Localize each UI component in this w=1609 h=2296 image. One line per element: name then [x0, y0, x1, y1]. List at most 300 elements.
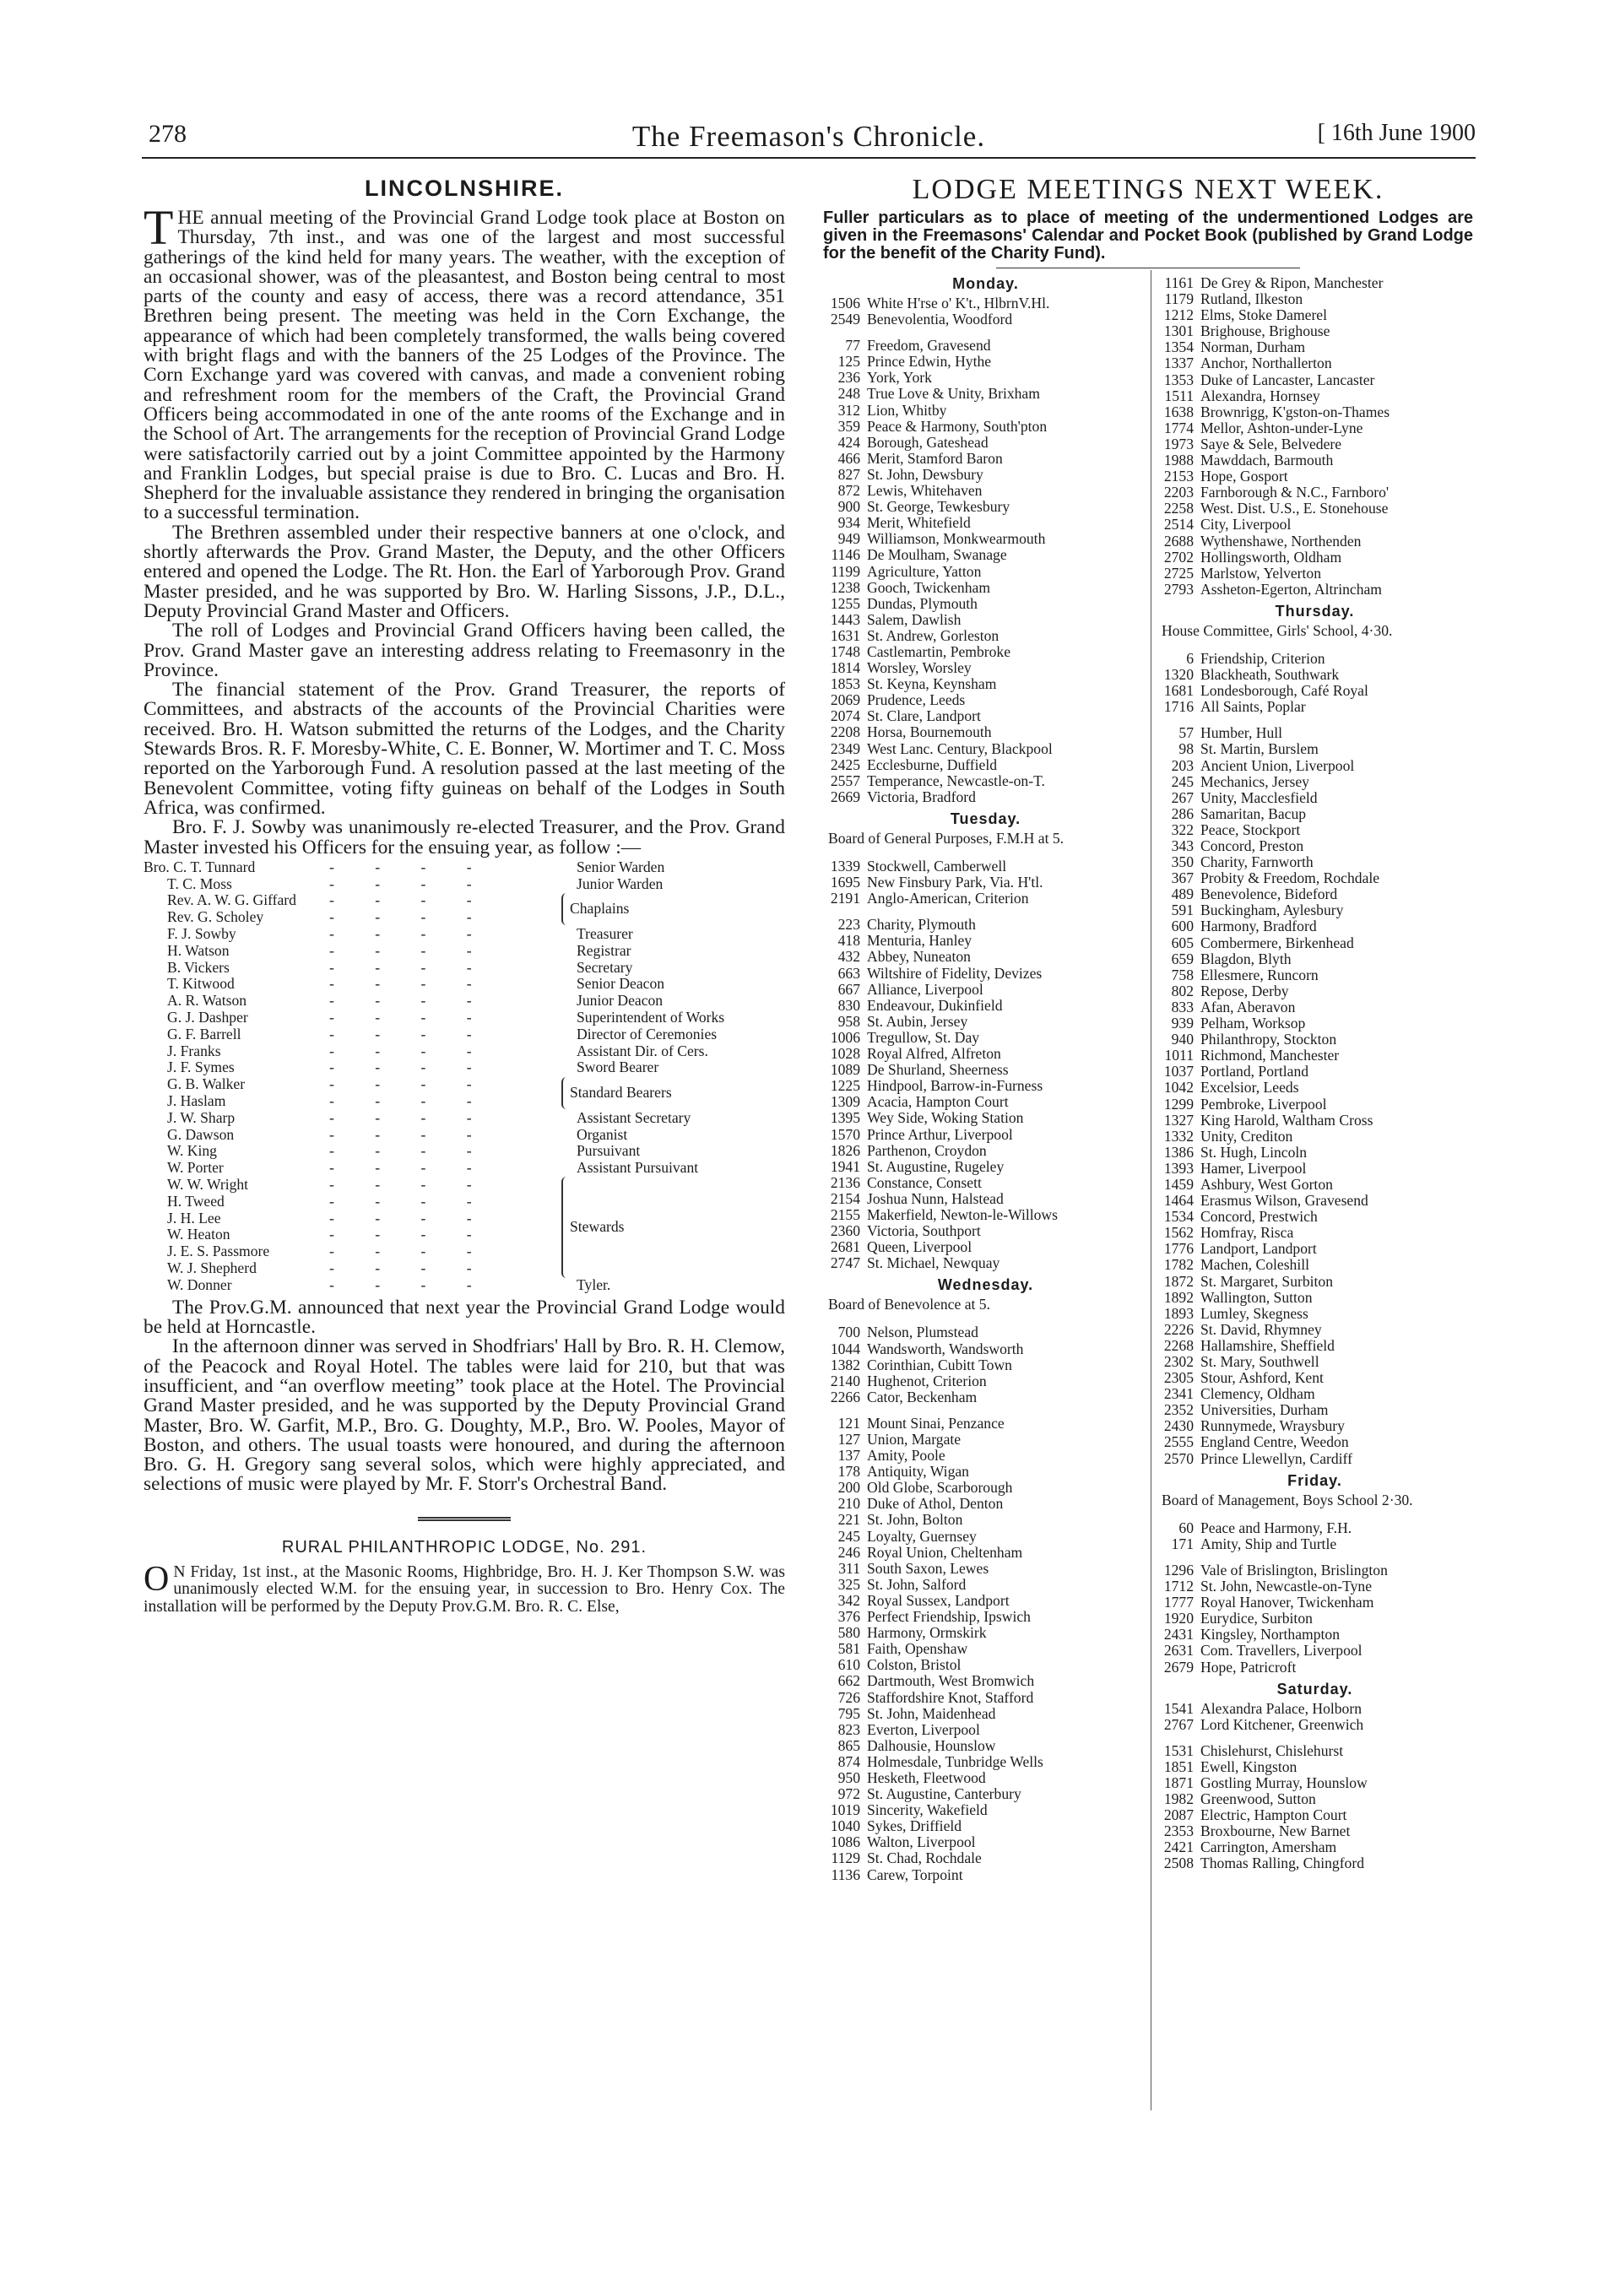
- article-paragraph: The financial statement of the Prov. Grand Treasurer, the reports of Committees, and abstracts of the accounts of the Provincial Charities were received. Bro. H. Watson submitted the returns of the Lodges, and the Charity Stewards Bros. R. F. Moresby-White, C. E. Bonner, W. Mortimer and T. C. Moss reported on the Yarborough Fund. A resolution passed at the last meeting of the Benevolent Committee, voting fifty guineas on behalf of the Lodges in South Africa, was confirmed.: [144, 679, 785, 819]
- lodge-number: 1920: [1163, 1611, 1194, 1627]
- lodge-name: Benevolence, Bideford: [1200, 886, 1338, 903]
- lodge-entry: [1157, 1451, 1473, 1467]
- lodge-name: Richmond, Manchester: [1200, 1048, 1340, 1064]
- officer-row: [144, 1043, 785, 1060]
- officer-name: J. H. Lee: [167, 1209, 221, 1227]
- lodge-number: 700: [837, 1324, 860, 1341]
- lodge-name: Ewell, Kingston: [1200, 1758, 1297, 1775]
- lodge-name: Universities, Durham: [1200, 1402, 1329, 1419]
- lodge-name: Ashbury, West Gorton: [1200, 1176, 1333, 1193]
- lodge-entry: [823, 692, 1148, 708]
- lodge-name: West. Dist. U.S., E. Stonehouse: [1200, 501, 1389, 517]
- lodge-entry: [823, 660, 1148, 676]
- lodge-number: 2266: [830, 1389, 860, 1405]
- lodge-number: 1826: [830, 1142, 860, 1159]
- lodge-name: Colston, Bristol: [867, 1657, 962, 1674]
- lodge-number: 57: [1178, 725, 1194, 742]
- lodge-entry: [823, 1255, 1148, 1271]
- lodge-entry: [823, 1191, 1148, 1207]
- lodge-entry: [1157, 699, 1473, 715]
- lodge-name: Vale of Brislington, Brislington: [1200, 1562, 1388, 1578]
- lodge-name: Hollingsworth, Oldham: [1200, 549, 1342, 566]
- lodge-number: 939: [1171, 1015, 1194, 1032]
- lodge-number: 245: [1171, 773, 1194, 790]
- lodge-entry: [823, 1834, 1148, 1850]
- lodge-number: 359: [837, 418, 860, 435]
- lodge-entry: [823, 1207, 1148, 1223]
- lodge-number: 2154: [830, 1190, 860, 1207]
- lodge-entry: [1157, 741, 1473, 757]
- article-paragraph: THE annual meeting of the Provincial Grand Lodge took place at Boston on Thursday, 7th inst., and was one of the largest and most successful gatherings of the kind held for many years. The weather, with the exception of an occasional shower, was of the pleasantest, and Boston being central to most parts of the county and easy of access, there was a record attendance, 351 Brethren being present. The meeting was held in the Corn Exchange, the appearance of which had been completely transformed, the walls being covered with bright flags and with the banners of the 25 Lodges of the Province. The Corn Exchange yard was covered with canvas, and made a convenient robing and refreshment room for the members of the Craft, the Provincial Grand Officers being accommodated in one of the ante rooms of the Exchange and in the School of Art. The arrangements for the reception of Provincial Grand Lodge were satisfactorily carried out by a joint Committee appointed by the Harmony and Franklin Lodges, but special praise is due to Bro. C. Lucas and Bro. H. Shepherd for the invaluable assistance they rendered in bringing the organisation to a successful termination.: [144, 200, 785, 524]
- lodge-number: 424: [837, 434, 860, 451]
- lodge-number: 1464: [1163, 1193, 1194, 1210]
- lodge-name: St. Clare, Landport: [867, 708, 981, 725]
- lodge-number: 77: [845, 338, 860, 355]
- leader-dashes: - - - -: [329, 1108, 490, 1126]
- lodge-number: 795: [837, 1705, 860, 1722]
- lodge-name: St. Augustine, Rugeley: [867, 1158, 1005, 1175]
- lodge-number: 2669: [830, 788, 860, 805]
- lodge-name: Wiltshire of Fidelity, Devizes: [867, 965, 1043, 982]
- lodge-entry: [1157, 1775, 1473, 1791]
- day-heading-monday: Monday.: [952, 275, 1019, 292]
- chaplains-label: Chaplains: [570, 899, 630, 917]
- leader-dashes: - - - -: [329, 1209, 490, 1227]
- page-header: [142, 120, 1476, 159]
- lodge-entry: [823, 1094, 1148, 1110]
- lodge-entry: [823, 891, 1148, 907]
- lodge-number: 1562: [1163, 1225, 1194, 1242]
- lodge-entry: [823, 1529, 1148, 1545]
- lodge-entry: [823, 1389, 1148, 1405]
- lodge-number: 2360: [830, 1223, 860, 1240]
- officer-row: [144, 993, 785, 1010]
- officer-name: H. Watson: [167, 941, 230, 959]
- officer-office: Senior Warden: [577, 858, 665, 875]
- lodge-number: 972: [837, 1786, 860, 1803]
- lodge-entry: [823, 1802, 1148, 1818]
- lodge-name: Benevolentia, Woodford: [867, 311, 1013, 328]
- lodge-entry: [823, 1738, 1148, 1754]
- lodge-entry: [823, 1754, 1148, 1770]
- lodge-entry: [823, 1448, 1148, 1464]
- lodge-entry: [823, 982, 1148, 998]
- lodge-number: 1129: [831, 1850, 860, 1867]
- lodge-meetings-heading: LODGE MEETINGS NEXT WEEK.: [912, 174, 1384, 205]
- lodge-name: Clemency, Oldham: [1200, 1386, 1315, 1403]
- lodge-entry: [823, 1416, 1148, 1432]
- lodge-number: 2302: [1163, 1354, 1194, 1370]
- lodge-entry: [823, 564, 1148, 580]
- lodge-number: 98: [1178, 741, 1194, 758]
- lodge-name: Harmony, Bradford: [1200, 918, 1317, 935]
- lodge-number: 350: [1171, 854, 1194, 871]
- lodge-entry: [823, 998, 1148, 1014]
- lodge-name: Peace & Harmony, South'pton: [867, 418, 1048, 435]
- officer-row: [144, 1243, 785, 1260]
- lodge-number: 1782: [1163, 1257, 1194, 1274]
- lodge-name: Wallington, Sutton: [1200, 1289, 1313, 1306]
- lodge-name: Assheton-Egerton, Altrincham: [1200, 581, 1382, 598]
- lodge-number: 2679: [1163, 1659, 1194, 1676]
- lodge-name: Machen, Coleshill: [1200, 1257, 1309, 1274]
- officer-office: Secretary: [577, 958, 633, 976]
- lodge-number: 2767: [1163, 1716, 1194, 1733]
- lodge-name: De Moulham, Swanage: [867, 547, 1007, 564]
- lodge-entry: [1157, 854, 1473, 870]
- leader-dashes: - - - -: [329, 941, 490, 959]
- lodge-name: Lord Kitchener, Greenwich: [1200, 1716, 1364, 1733]
- lodge-number: 2793: [1163, 581, 1194, 598]
- lodge-name: Blackheath, Southwark: [1200, 667, 1340, 684]
- lodge-number: 2153: [1163, 468, 1194, 485]
- lodge-number: 322: [1171, 821, 1194, 838]
- lodge-entry: [823, 580, 1148, 596]
- lodge-number: 2155: [830, 1206, 860, 1223]
- lodge-number: 667: [837, 981, 860, 998]
- officer-office: Assistant Pursuivant: [577, 1159, 699, 1177]
- leader-dashes: - - - -: [329, 908, 490, 926]
- officer-name: J. E. S. Passmore: [167, 1243, 270, 1260]
- saturday-list: [1157, 1701, 1473, 1872]
- lodge-entry: [823, 966, 1148, 982]
- lodge-meetings-lists: [823, 270, 1473, 2296]
- lodge-number: 1332: [1163, 1128, 1194, 1145]
- lodge-number: 1531: [1163, 1742, 1194, 1759]
- lodge-entry: [823, 1373, 1148, 1389]
- lodge-entry: [823, 1175, 1148, 1191]
- lodge-number: 1006: [830, 1029, 860, 1046]
- lodge-name: Royal Union, Cheltenham: [867, 1544, 1023, 1561]
- lodge-name: Dartmouth, West Bromwich: [867, 1673, 1035, 1690]
- lodge-name: Samaritan, Bacup: [1200, 805, 1307, 822]
- lodge-entry: [823, 1545, 1148, 1561]
- lodge-number: 1301: [1163, 323, 1194, 340]
- lincolnshire-closing: [144, 1298, 785, 1495]
- lodge-number: 900: [837, 499, 860, 516]
- lodge-name: Rutland, Ilkeston: [1200, 291, 1303, 308]
- lodge-name: Prince Edwin, Hythe: [867, 354, 992, 371]
- lodge-number: 286: [1171, 805, 1194, 822]
- lodge-entry: [1157, 436, 1473, 452]
- lodge-number: 581: [837, 1641, 860, 1658]
- lodge-entry: [1157, 1823, 1473, 1839]
- officer-name: F. J. Sowby: [167, 924, 236, 942]
- lodge-name: De Shurland, Sheerness: [867, 1062, 1009, 1079]
- lodge-entry: [1157, 1660, 1473, 1676]
- leader-dashes: - - - -: [329, 1008, 490, 1026]
- lodge-entry: [823, 1786, 1148, 1802]
- lodge-entry: [1157, 1306, 1473, 1322]
- lodge-name: Ellesmere, Runcorn: [1200, 967, 1319, 983]
- lodge-number: 1353: [1163, 371, 1194, 388]
- lodge-entry: [823, 515, 1148, 531]
- lodge-number: 2747: [830, 1255, 860, 1272]
- drop-cap: T: [144, 200, 174, 255]
- lodge-name: St. Hugh, Lincoln: [1200, 1144, 1308, 1161]
- lodge-list-left: [823, 270, 1148, 1883]
- lodge-name: Antiquity, Wigan: [867, 1464, 969, 1481]
- lodge-number: 2557: [830, 772, 860, 789]
- lodge-number: 2258: [1163, 501, 1194, 517]
- officer-row: [144, 1160, 785, 1177]
- leader-dashes: - - - -: [329, 1259, 490, 1276]
- lodge-name: Harmony, Ormskirk: [867, 1625, 987, 1642]
- lodge-number: 2140: [830, 1373, 860, 1389]
- leader-dashes: - - - -: [329, 1059, 490, 1076]
- lodge-number: 934: [837, 515, 860, 532]
- lodge-name: Ecclesburne, Duffield: [867, 756, 998, 773]
- officer-name: T. Kitwood: [167, 975, 235, 993]
- lodge-name: St. George, Tewkesbury: [867, 499, 1010, 516]
- lodge-number: 418: [837, 933, 860, 950]
- lodge-entry: [823, 724, 1148, 740]
- lodge-entry: [1157, 683, 1473, 699]
- article-paragraph: The Prov.G.M. announced that next year the Provincial Grand Lodge would be held at Horncastle.: [144, 1296, 785, 1339]
- lodge-entry: [1157, 1209, 1473, 1225]
- lincolnshire-heading: LINCOLNSHIRE.: [364, 176, 564, 201]
- lodge-name: Horsa, Bournemouth: [867, 724, 992, 741]
- lodge-name: Saye & Sele, Belvedere: [1200, 436, 1342, 452]
- lodge-name: Duke of Athol, Denton: [867, 1496, 1004, 1513]
- lodge-name: Carrington, Amersham: [1200, 1839, 1337, 1856]
- lodge-entry: [1157, 1386, 1473, 1402]
- lodge-name: Endeavour, Dukinfield: [867, 997, 1003, 1014]
- lodge-number: 1386: [1163, 1144, 1194, 1161]
- lodge-number: 2508: [1163, 1855, 1194, 1872]
- lodge-entry: [1157, 1370, 1473, 1386]
- lodge-entry: [823, 858, 1148, 875]
- lodge-number: 1631: [830, 627, 860, 644]
- lodge-entry: [1157, 1322, 1473, 1338]
- officer-row: [144, 859, 785, 876]
- leader-dashes: - - - -: [329, 875, 490, 892]
- lodge-name: Merit, Stamford Baron: [867, 450, 1003, 467]
- lodge-name: Tregullow, St. Day: [867, 1029, 980, 1046]
- lodge-number: 1570: [830, 1126, 860, 1143]
- lodge-number: 1146: [831, 547, 860, 564]
- lodge-name: Probity & Freedom, Rochdale: [1200, 870, 1380, 887]
- lodge-entry: [1157, 1354, 1473, 1370]
- lodge-number: 2425: [830, 756, 860, 773]
- lodge-name: Concord, Prestwich: [1200, 1209, 1318, 1226]
- lodge-name: True Love & Unity, Brixham: [867, 386, 1040, 403]
- lodge-entry: [823, 1046, 1148, 1062]
- lodge-name: St. Aubin, Jersey: [867, 1013, 968, 1030]
- lodge-name: St. Augustine, Canterbury: [867, 1786, 1021, 1803]
- lodge-number: 342: [837, 1592, 860, 1609]
- lodge-name: Prince Arthur, Liverpool: [867, 1126, 1013, 1143]
- lodge-number: 1541: [1163, 1700, 1194, 1717]
- officer-row: [144, 943, 785, 960]
- lodge-name: Thomas Ralling, Chingford: [1200, 1855, 1365, 1872]
- lodge-name: Sykes, Driffield: [867, 1818, 962, 1835]
- lodge-number: 325: [837, 1576, 860, 1593]
- lodge-entry: [823, 311, 1148, 328]
- lodge-number: 659: [1171, 950, 1194, 967]
- lodge-entry: [1157, 550, 1473, 566]
- leader-dashes: - - - -: [329, 891, 490, 909]
- lodge-number: 343: [1171, 838, 1194, 854]
- lodge-entry: [1157, 1562, 1473, 1578]
- lodge-entry: [1157, 983, 1473, 999]
- lodge-name: Joshua Nunn, Halstead: [867, 1190, 1004, 1207]
- lodge-name: Anglo-American, Criterion: [867, 891, 1029, 907]
- lodge-number: 1238: [830, 579, 860, 596]
- lodge-entry: [1157, 1434, 1473, 1450]
- lodge-name: St. Margaret, Surbiton: [1200, 1273, 1334, 1290]
- lodge-entry: [1157, 1015, 1473, 1032]
- stewards-label: Stewards: [570, 1217, 625, 1235]
- leader-dashes: - - - -: [329, 1159, 490, 1177]
- lodge-number: 1892: [1163, 1289, 1194, 1306]
- lodge-name: Wey Side, Woking Station: [867, 1110, 1024, 1127]
- lodge-number: 1776: [1163, 1241, 1194, 1258]
- group-gap: [823, 1405, 1148, 1416]
- lodge-entry: [1157, 1627, 1473, 1643]
- officer-row: [144, 1010, 785, 1026]
- lodge-number: 1506: [830, 295, 860, 311]
- lodge-name: Londesborough, Café Royal: [1200, 683, 1368, 700]
- lodge-entry: [1157, 420, 1473, 436]
- lodge-entry: [823, 451, 1148, 467]
- lodge-entry: [1157, 806, 1473, 822]
- lodge-number: 221: [837, 1512, 860, 1529]
- lodge-name: Makerfield, Newton-le-Willows: [867, 1206, 1058, 1223]
- lodge-number: 1179: [1164, 291, 1194, 308]
- lodge-entry: [1157, 1048, 1473, 1064]
- lodge-number: 758: [1171, 967, 1194, 983]
- lodge-entry: [823, 1512, 1148, 1528]
- officer-name: J. F. Symes: [167, 1059, 235, 1076]
- lodge-entry: [823, 435, 1148, 451]
- lodge-name: Williamson, Monkwearmouth: [867, 531, 1046, 548]
- lodge-entry: [823, 741, 1148, 757]
- lodge-entry: [1157, 1759, 1473, 1775]
- lodge-meetings-intro: Fuller particulars as to place of meeting of the undermentioned Lodges are given in the Freemasons' Calendar and Pocket Book (published by Grand Lodge for the benefit of the Charity Fund).: [823, 208, 1473, 263]
- lodge-name: Eurydice, Surbiton: [1200, 1611, 1313, 1627]
- lodge-name: St. Martin, Burslem: [1200, 741, 1319, 758]
- lodge-number: 246: [837, 1544, 860, 1561]
- lodge-number: 2688: [1163, 533, 1194, 550]
- lodge-name: Menturia, Hanley: [867, 933, 972, 950]
- tuesday-list: [823, 858, 1148, 1271]
- lodge-entry: [1157, 1177, 1473, 1193]
- lodge-entry: [823, 917, 1148, 933]
- officer-name: Bro. C. T. Tunnard: [144, 858, 256, 875]
- officer-row: [144, 960, 785, 977]
- lodge-name: York, York: [867, 370, 932, 387]
- day-note: House Committee, Girls' School, 4·30.: [1162, 621, 1393, 639]
- lodge-name: Broxbourne, New Barnet: [1200, 1823, 1351, 1840]
- lodge-number: 2208: [830, 724, 860, 741]
- leader-dashes: - - - -: [329, 1091, 490, 1109]
- lodge-entry: [1157, 1743, 1473, 1759]
- lodge-entry: [823, 1480, 1148, 1496]
- lodge-entry: [823, 676, 1148, 692]
- lodge-number: 872: [837, 483, 860, 500]
- lodge-name: South Saxon, Lewes: [867, 1560, 989, 1577]
- lodge-entry: [823, 1818, 1148, 1834]
- lodge-name: Lumley, Skegness: [1200, 1305, 1308, 1322]
- lodge-number: 125: [837, 354, 860, 371]
- thursday-list: [1157, 651, 1473, 1467]
- lodge-entry: [1157, 886, 1473, 902]
- lodge-entry: [1157, 388, 1473, 404]
- officer-office: Superintendent of Works: [577, 1008, 725, 1026]
- leader-dashes: - - - -: [329, 1243, 490, 1260]
- lodge-entry: [823, 1770, 1148, 1786]
- lodge-name: Everton, Liverpool: [867, 1721, 980, 1738]
- lodge-name: West Lanc. Century, Blackpool: [867, 740, 1053, 757]
- lodge-name: St. John, Bolton: [867, 1512, 963, 1529]
- officer-office: Pursuivant: [577, 1142, 641, 1160]
- article-paragraph: The Brethren assembled under their respective banners at one o'clock, and shortly afterwards the Prov. Grand Master, the Deputy, and the other Officers entered and opened the Lodge. The Rt. Hon. the Earl of Yarborough Prov. Grand Master presided, and he was supported by Bro. W. Harling Sissons, J.P., D.L., Deputy Provincial Grand Master and Officers.: [144, 521, 785, 622]
- officer-office: Senior Deacon: [577, 975, 665, 993]
- lodge-name: Hindpool, Barrow-in-Furness: [867, 1078, 1043, 1095]
- lodge-number: 605: [1171, 934, 1194, 951]
- lodge-entry: [1157, 1257, 1473, 1273]
- lodge-name: St. Chad, Rochdale: [867, 1850, 982, 1867]
- lodge-name: Royal Alfred, Alfreton: [867, 1046, 1001, 1063]
- lodge-name: Mawddach, Barmouth: [1200, 452, 1334, 469]
- lodge-name: St. John, Newcastle-on-Tyne: [1200, 1578, 1373, 1595]
- lodge-number: 432: [837, 949, 860, 966]
- lodge-number: 1638: [1163, 403, 1194, 420]
- lodge-number: 2353: [1163, 1823, 1194, 1840]
- leader-dashes: - - - -: [329, 1025, 490, 1042]
- lodge-number: 1086: [830, 1834, 860, 1851]
- lodge-number: 827: [837, 466, 860, 483]
- lodge-name: Hope, Gosport: [1200, 468, 1288, 485]
- group-gap: [823, 907, 1148, 917]
- lodge-name: Landport, Landport: [1200, 1241, 1317, 1258]
- lodge-name: Hughenot, Criterion: [867, 1373, 987, 1389]
- leader-dashes: - - - -: [329, 924, 490, 942]
- lodge-entry: [823, 1722, 1148, 1738]
- lodge-name: Loyalty, Guernsey: [867, 1528, 977, 1545]
- lodge-entry: [1157, 485, 1473, 501]
- lodge-number: 2203: [1163, 485, 1194, 501]
- lodge-name: Charity, Plymouth: [867, 917, 976, 934]
- lodge-number: 830: [837, 997, 860, 1014]
- officer-row: [144, 1076, 785, 1093]
- article-paragraph: The roll of Lodges and Provincial Grand Officers having been called, the Prov. Grand Master gave an interesting address relating to Freemasonry in the Province.: [144, 620, 785, 681]
- lodge-entry: [1157, 651, 1473, 667]
- group-gap: [1157, 1552, 1473, 1562]
- lodge-number: 2191: [830, 891, 860, 907]
- lodge-entry: [823, 708, 1148, 724]
- lodge-number: 1973: [1163, 436, 1194, 452]
- lodge-name: Ancient Union, Liverpool: [1200, 757, 1355, 774]
- officer-name: A. R. Watson: [167, 992, 247, 1010]
- lodge-number: 1337: [1163, 355, 1194, 372]
- lodge-entry: [1157, 870, 1473, 886]
- lodge-entry: [1157, 1080, 1473, 1096]
- officer-row: [144, 1260, 785, 1277]
- lodge-entry: [823, 1577, 1148, 1593]
- day-heading-tuesday: Tuesday.: [950, 810, 1021, 827]
- lodge-number: 2074: [830, 708, 860, 725]
- lodge-name: Greenwood, Sutton: [1200, 1791, 1316, 1808]
- lodge-entry: [1157, 566, 1473, 582]
- lodge-number: 1339: [830, 858, 860, 875]
- lodge-number: 823: [837, 1721, 860, 1738]
- lodge-entry: [823, 1706, 1148, 1722]
- lodge-entry: [1157, 999, 1473, 1015]
- lodge-entry: [1157, 1225, 1473, 1241]
- lodge-entry: [1157, 372, 1473, 388]
